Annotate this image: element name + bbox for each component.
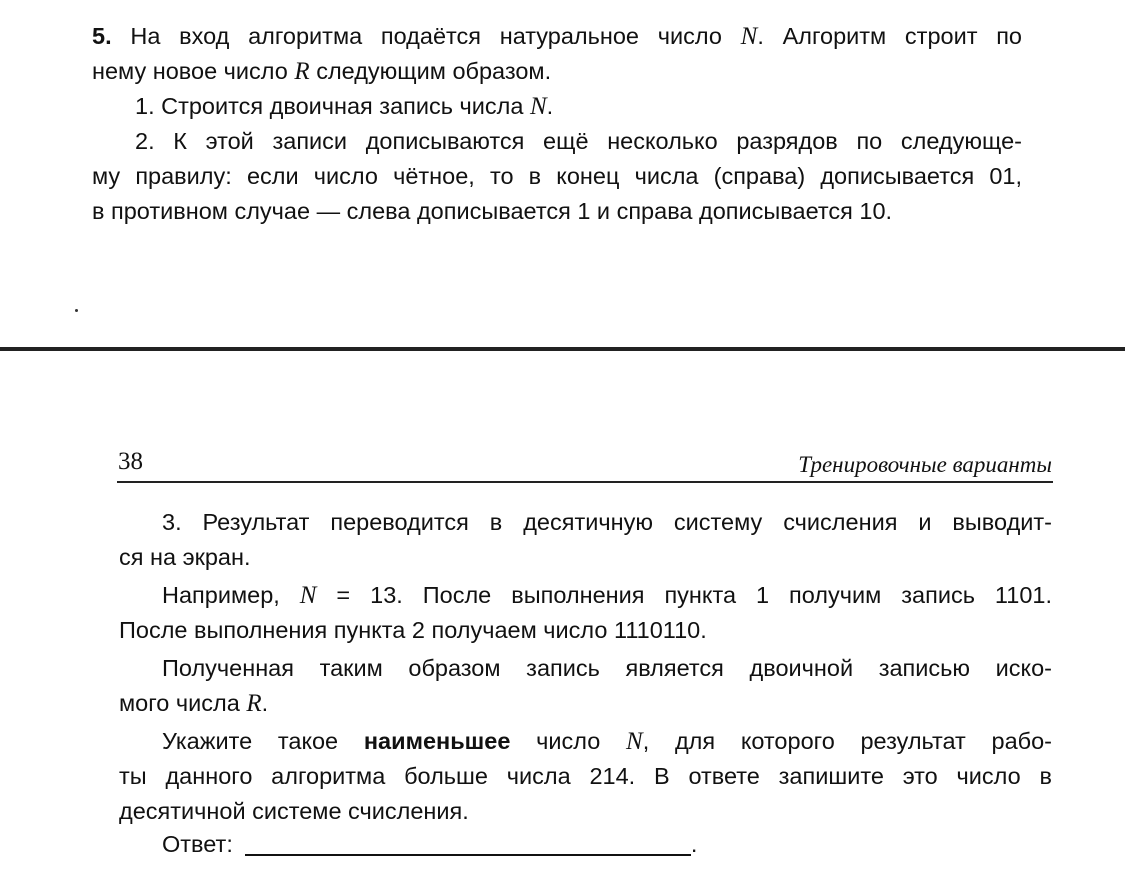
example-line-2: После выполнения пункта 2 получаем число 1110110.: [119, 617, 707, 643]
question-line-2: ты данного алгоритма больше числа 214. В ответе запишите это число в: [119, 763, 1052, 789]
task-number: 5.: [92, 23, 112, 49]
step-3-line-2: ся на экран.: [119, 544, 251, 570]
step-2-line-3: в противном случае — слева дописывается 1 и справа дописывается 10.: [92, 198, 893, 224]
result-line-2: мого числа R.: [119, 690, 269, 717]
page-divider: [0, 347, 1125, 351]
task-5-line-2: нему новое число R следующим образом.: [92, 58, 552, 85]
task-5-line-1: 5. На вход алгоритма подаётся натуральное число N. Алгоритм строит по: [92, 23, 1022, 50]
running-header-title: Тренировочные варианты: [798, 452, 1052, 477]
task-5-continuation: [119, 505, 1052, 829]
question-line-1: Укажите такое наименьшее число N, для которого результат рабо-: [162, 728, 1052, 755]
variable-n: N: [299, 582, 317, 609]
example-line-1: Например, N = 13. После выполнения пункта 1 получим запись 1101.: [162, 582, 1052, 609]
variable-n: N: [626, 728, 643, 755]
variable-r: R: [246, 690, 262, 717]
answer-end-mark: .: [690, 831, 698, 857]
step-2-line-1: 2. К этой записи дописываются ещё несколько разрядов по следующе-: [135, 128, 1022, 154]
question-line-3: десятичной системе счисления.: [119, 798, 469, 824]
step-2-line-2: му правилу: если число чётное, то в конец числа (справа) дописывается 01,: [92, 163, 1022, 189]
header-rule: [117, 481, 1053, 483]
variable-n: N: [529, 93, 547, 120]
answer-row: [162, 827, 697, 862]
step-1-line: 1. Строится двоичная запись числа N.: [135, 93, 554, 120]
variable-n: N: [740, 23, 758, 50]
answer-label: Ответ:: [162, 831, 233, 857]
step-3-line-1: 3. Результат переводится в десятичную систему счисления и выводит-: [162, 509, 1052, 535]
page-number: 38: [118, 448, 143, 475]
variable-r: R: [294, 58, 310, 85]
task-5-block: [92, 19, 1022, 229]
stray-dot-mark: [75, 309, 78, 312]
result-line-1: Полученная таким образом запись является двоичной записью иско-: [162, 655, 1052, 681]
emphasis-smallest: наименьшее: [363, 728, 511, 754]
answer-blank-field[interactable]: [245, 854, 691, 856]
